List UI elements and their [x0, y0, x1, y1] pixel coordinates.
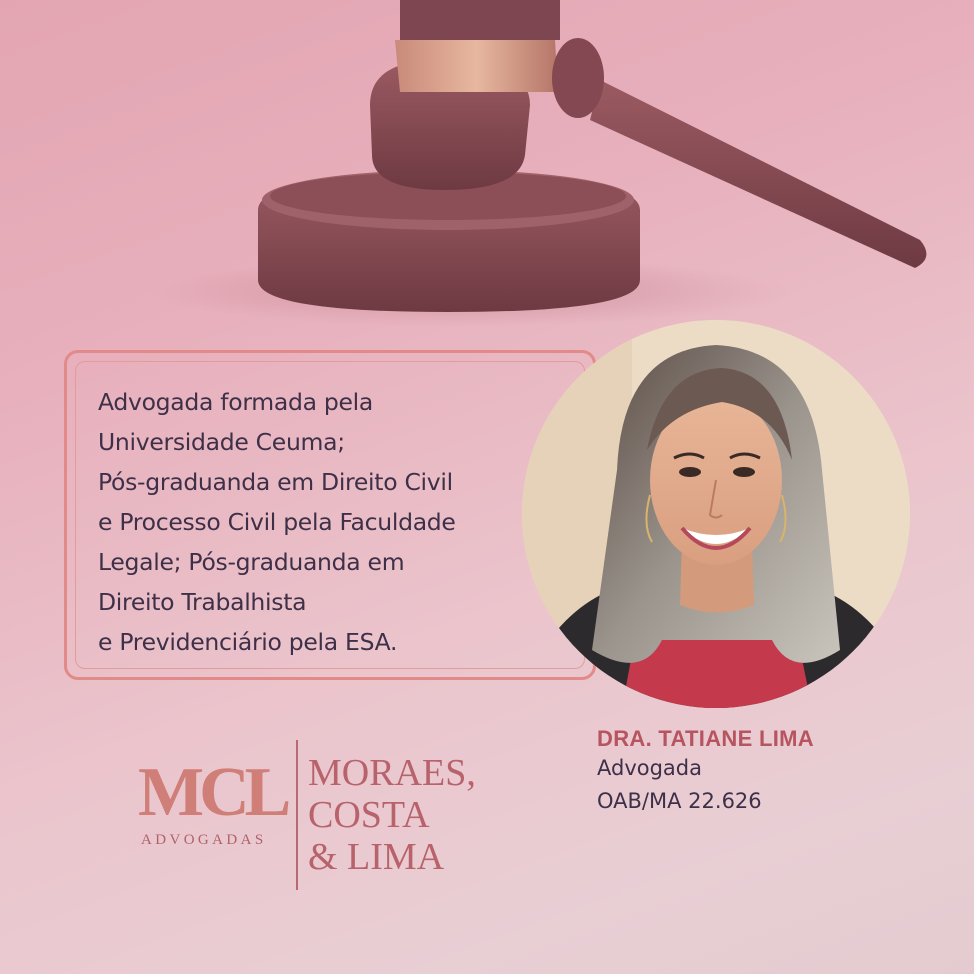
lawyer-name: DRA. TATIANE LIMA	[597, 726, 814, 751]
lawyer-oab-number: OAB/MA 22.626	[597, 789, 762, 813]
firm-logo-subtitle: ADVOGADAS	[141, 832, 267, 848]
firm-name-line: MORAES,	[308, 752, 476, 794]
bio-line: Legale; Pós-graduanda em	[98, 548, 405, 576]
bio-line: Pós-graduanda em Direito Civil	[98, 468, 453, 496]
firm-name-line: & LIMA	[308, 836, 445, 878]
firm-name	[308, 752, 476, 878]
logo-divider	[296, 740, 298, 890]
lawyer-portrait	[522, 320, 910, 708]
firm-name-line: COSTA	[308, 794, 430, 836]
bio-line: Advogada formada pela	[98, 388, 373, 416]
bio-line: Direito Trabalhista	[98, 588, 307, 616]
bio-text	[98, 382, 538, 662]
firm-logo-mark: MCL	[138, 754, 287, 831]
bio-line: e Processo Civil pela Faculdade	[98, 508, 456, 536]
gavel-image	[0, 0, 974, 330]
bio-line: e Previdenciário pela ESA.	[98, 628, 398, 656]
lawyer-role: Advogada	[597, 756, 702, 780]
bio-line: Universidade Ceuma;	[98, 428, 345, 456]
